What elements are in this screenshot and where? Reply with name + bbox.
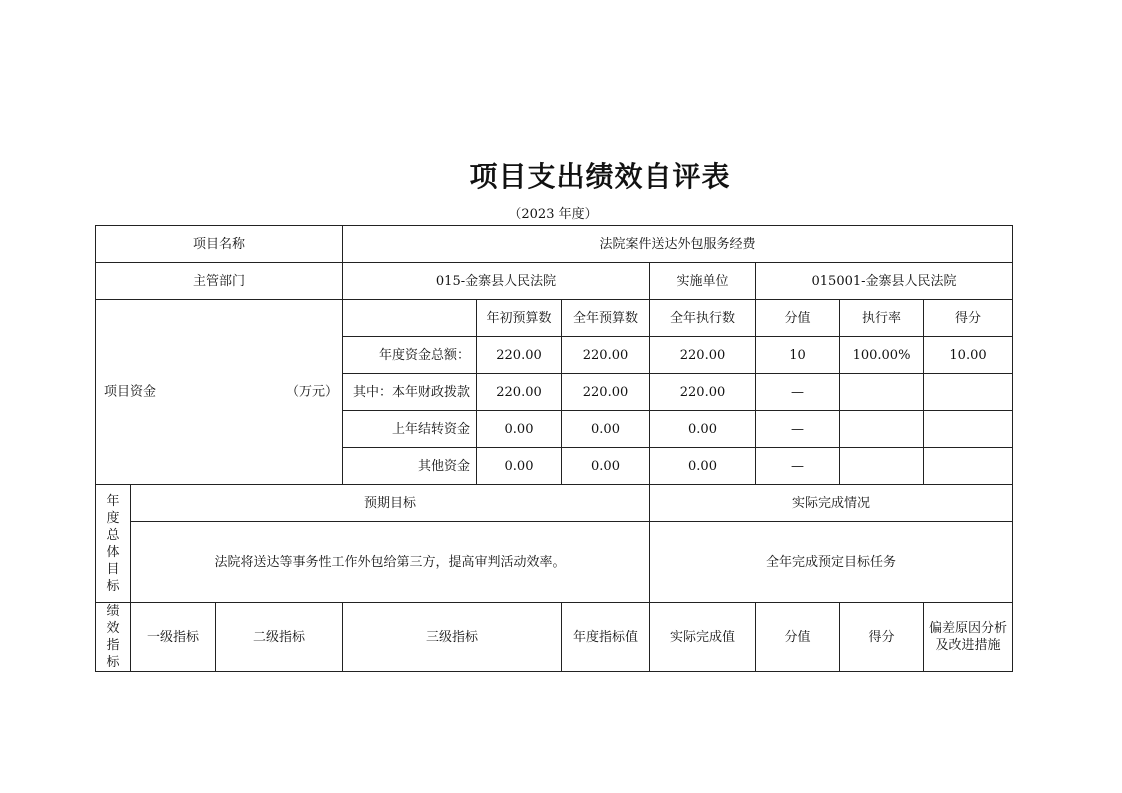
funds-row-score	[924, 448, 1013, 485]
actual-completion-text: 全年完成预定目标任务	[650, 522, 1013, 603]
perf-header-level1: 一级指标	[131, 603, 216, 672]
funds-row-score	[924, 374, 1013, 411]
goals-header-row	[96, 485, 1013, 522]
funds-header-row	[96, 300, 1013, 337]
funds-header-blank	[343, 300, 477, 337]
funds-row-rate: 100.00%	[840, 337, 924, 374]
funds-header-annual: 全年预算数	[562, 300, 650, 337]
funds-header-score-value: 分值	[756, 300, 840, 337]
perf-header-actual-value: 实际完成值	[650, 603, 756, 672]
funds-row-executed: 0.00	[650, 411, 756, 448]
project-name-label: 项目名称	[96, 226, 343, 263]
funds-row-annual: 0.00	[562, 411, 650, 448]
funds-row-annual: 220.00	[562, 374, 650, 411]
funds-row-initial: 220.00	[477, 374, 562, 411]
implementing-unit-label: 实施单位	[650, 263, 756, 300]
perf-header-level2: 二级指标	[216, 603, 343, 672]
department-value: 015-金寨县人民法院	[343, 263, 650, 300]
funds-row-executed: 0.00	[650, 448, 756, 485]
project-funds-label: 项目资金	[104, 384, 157, 400]
funds-row-label: 其他资金	[343, 448, 477, 485]
actual-completion-header: 实际完成情况	[650, 485, 1013, 522]
goals-section-label	[96, 485, 131, 603]
implementing-unit-value: 015001-金寨县人民法院	[756, 263, 1013, 300]
funds-row-label: 上年结转资金	[343, 411, 477, 448]
goals-content-row	[96, 522, 1013, 603]
project-name-row	[96, 226, 1013, 263]
funds-row-executed: 220.00	[650, 337, 756, 374]
funds-row-rate	[840, 448, 924, 485]
page-title: 项目支出绩效自评表	[469, 160, 731, 193]
funds-row-label: 其中：本年财政拨款	[343, 374, 477, 411]
goals-section-text: 年度总体目标	[106, 493, 120, 594]
funds-row-initial: 0.00	[477, 411, 562, 448]
funds-row-executed: 220.00	[650, 374, 756, 411]
funds-header-score: 得分	[924, 300, 1013, 337]
project-funds-unit: （万元）	[286, 384, 339, 400]
funds-row-score-value: —	[756, 374, 840, 411]
performance-header-row	[96, 603, 1013, 672]
funds-header-rate: 执行率	[840, 300, 924, 337]
funds-row-rate	[840, 374, 924, 411]
perf-header-annual-target: 年度指标值	[562, 603, 650, 672]
perf-header-score: 得分	[840, 603, 924, 672]
funds-row-score-value: —	[756, 448, 840, 485]
department-row	[96, 263, 1013, 300]
perf-header-score-value: 分值	[756, 603, 840, 672]
funds-row-label: 年度资金总额：	[343, 337, 477, 374]
funds-row-rate	[840, 411, 924, 448]
funds-row-score: 10.00	[924, 337, 1013, 374]
performance-section-text: 绩效指标	[106, 604, 120, 670]
funds-row-annual: 0.00	[562, 448, 650, 485]
funds-row-annual: 220.00	[562, 337, 650, 374]
funds-row-initial: 0.00	[477, 448, 562, 485]
expected-goal-header: 预期目标	[131, 485, 650, 522]
funds-row-score-value: 10	[756, 337, 840, 374]
funds-row-initial: 220.00	[477, 337, 562, 374]
funds-row-score-value: —	[756, 411, 840, 448]
department-label: 主管部门	[96, 263, 343, 300]
expected-goal-text: 法院将送达等事务性工作外包给第三方，提高审判活动效率。	[131, 522, 650, 603]
perf-header-deviation: 偏差原因分析及改进措施	[924, 603, 1013, 672]
perf-header-level3: 三级指标	[343, 603, 562, 672]
performance-section-label	[96, 603, 131, 672]
page-subtitle: （2023 年度）	[508, 207, 598, 222]
project-funds-cell	[96, 300, 343, 485]
project-name-value: 法院案件送达外包服务经费	[343, 226, 1013, 263]
funds-row-score	[924, 411, 1013, 448]
funds-header-executed: 全年执行数	[650, 300, 756, 337]
funds-header-initial: 年初预算数	[477, 300, 562, 337]
performance-self-evaluation-table	[95, 225, 1013, 672]
